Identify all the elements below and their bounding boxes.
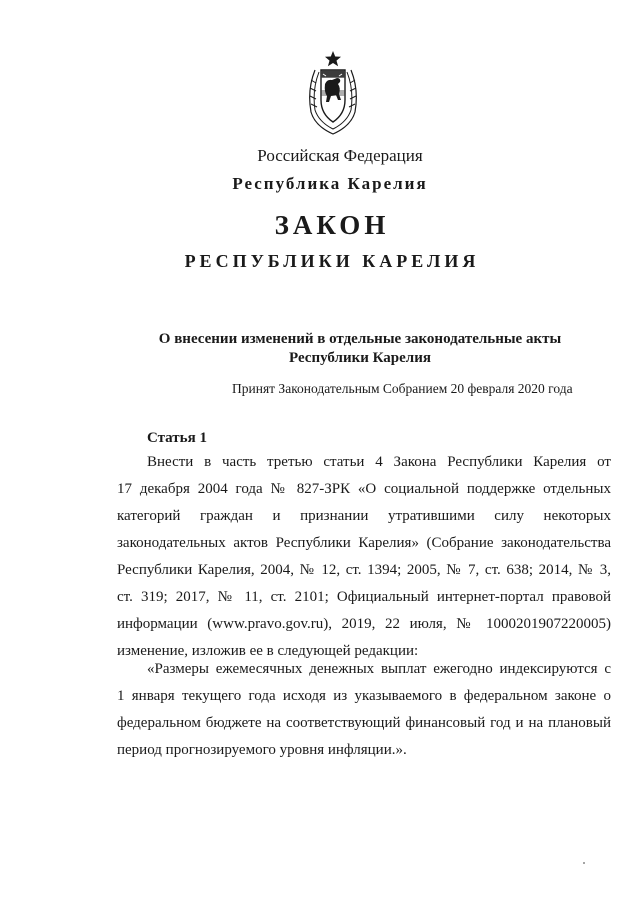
document-type: ЗАКОН — [274, 210, 390, 240]
law-title-line-1: О внесении изменений в отдельные законодательные акты — [158, 331, 562, 347]
paragraph-line: 17 декабря 2004 года № 827-ЗРК «О социальной поддержке отдельных — [117, 481, 611, 497]
adoption-note: Принят Законодательным Собранием 20 февраля 2020 года — [232, 381, 573, 396]
scan-speck — [583, 862, 585, 864]
republic-name: Республика Карелия — [232, 174, 428, 193]
paragraph-line: «Размеры ежемесячных денежных выплат ежегодно индексируются с — [147, 661, 611, 677]
article-paragraph-2 — [117, 656, 611, 764]
article-heading: Статья 1 — [147, 430, 207, 446]
paragraph-line: Внести в часть третью статьи 4 Закона Республики Карелия от — [147, 454, 611, 470]
paragraph-line: 1 января текущего года исходя из указываемого в федеральном законе о — [117, 688, 611, 704]
paragraph-line: ст. 319; 2017, № 11, ст. 2101; Официальный интернет-портал правовой — [117, 589, 611, 605]
paragraph-line: изменение, изложив ее в следующей редакции: — [117, 643, 419, 659]
paragraph-line: законодательных актов Республики Карелия» (Собрание законодательства — [117, 535, 611, 551]
paragraph-line: период прогнозируемого уровня инфляции.». — [117, 742, 407, 758]
law-title-line-2: Республики Карелия — [289, 350, 431, 366]
paragraph-line: информации (www.pravo.gov.ru), 2019, 22 июля, № 1000201907220005) — [117, 616, 611, 632]
paragraph-line: категорий граждан и признании утратившими силу некоторых — [117, 508, 611, 524]
karelia-coat-of-arms-icon — [305, 50, 361, 136]
document-issuer: РЕСПУБЛИКИ КАРЕЛИЯ — [184, 251, 480, 271]
country-name: Российская Федерация — [257, 146, 423, 165]
paragraph-line: федеральном бюджете на соответствующий финансовый год и на плановый — [117, 715, 611, 731]
paragraph-line: Республики Карелия, 2004, № 12, ст. 1394; 2005, № 7, ст. 638; 2014, № 3, — [117, 562, 611, 578]
article-paragraph-1 — [117, 449, 611, 665]
law-title — [40, 330, 640, 368]
